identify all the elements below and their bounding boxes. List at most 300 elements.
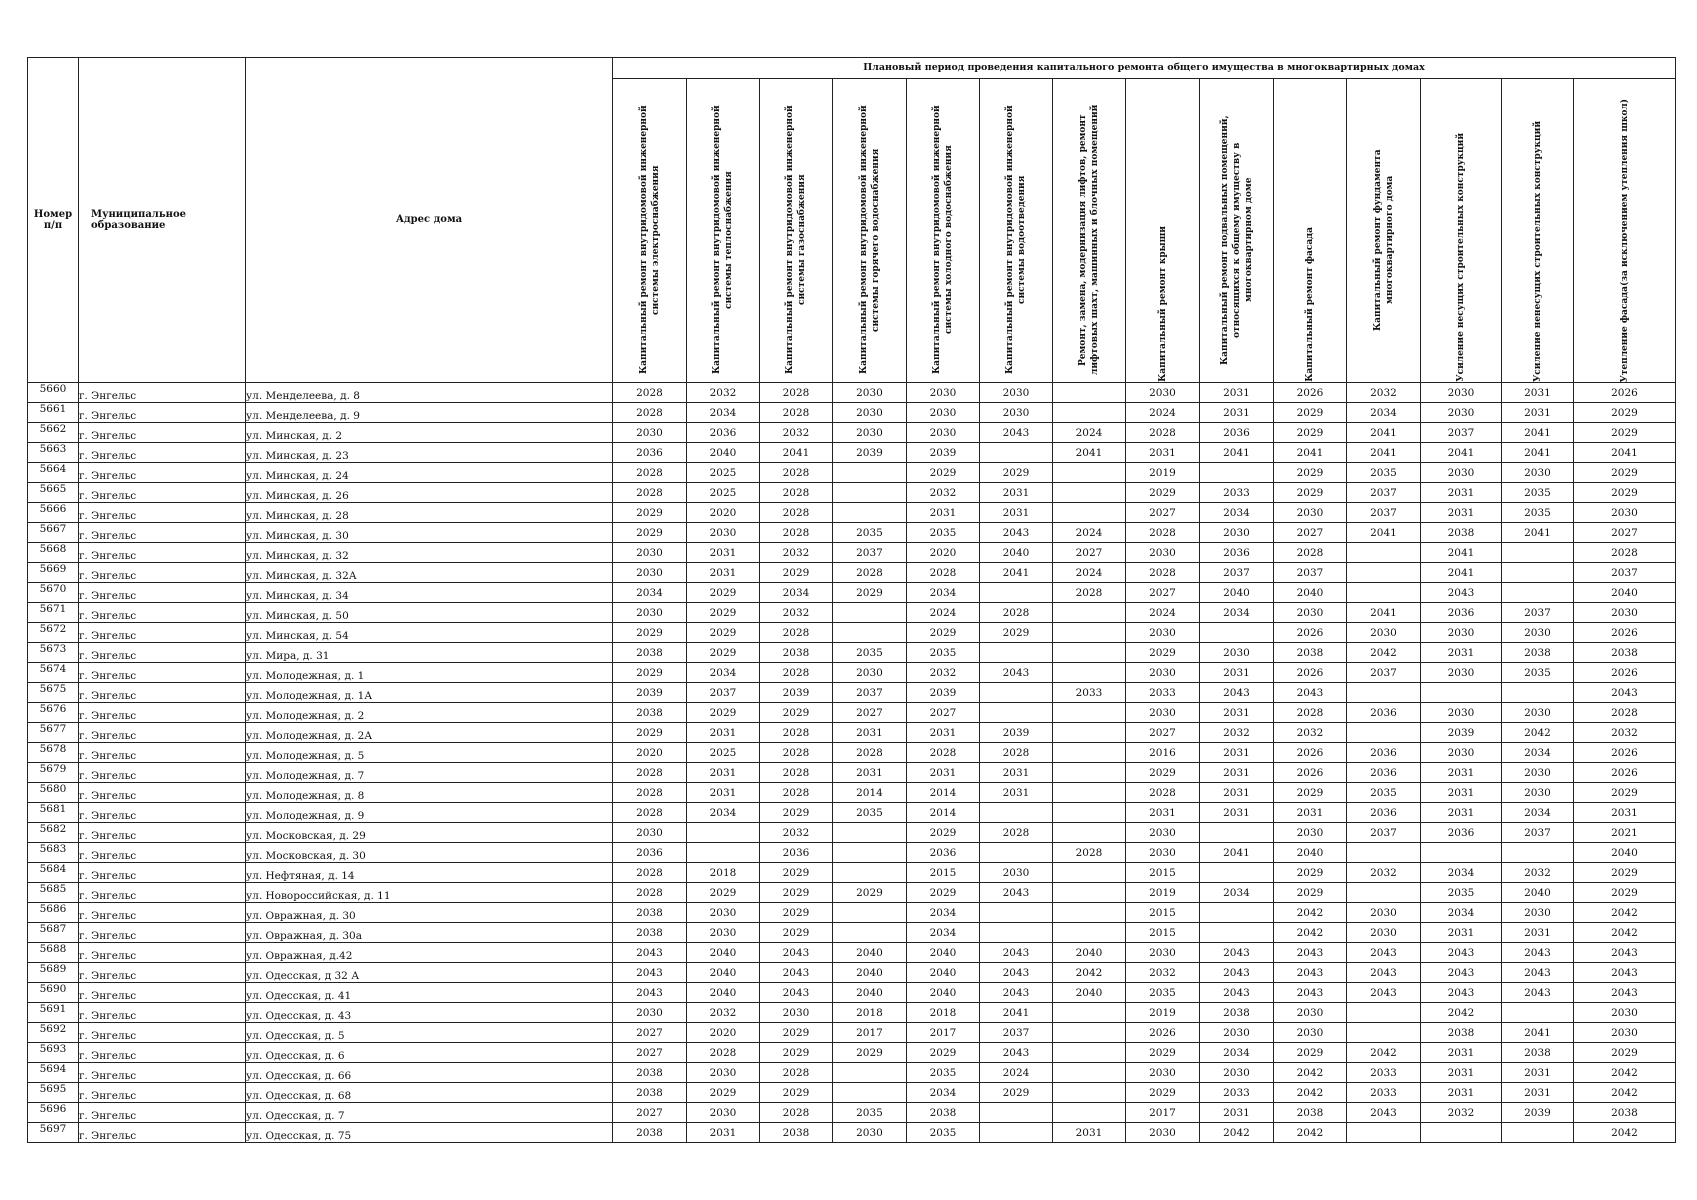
year-cell: 2037: [1347, 503, 1421, 523]
address-cell: ул. Нефтяная, д. 14: [246, 863, 613, 883]
table-row: [28, 663, 1676, 683]
year-cell: 2031: [1421, 763, 1502, 783]
row-number-cell: 5680: [28, 783, 79, 803]
municipality-cell: г. Энгельс: [79, 883, 246, 903]
year-cell: 2031: [980, 503, 1053, 523]
year-cell: 2032: [687, 1003, 760, 1023]
year-cell: 2028: [760, 663, 833, 683]
year-cell: 2014: [833, 783, 907, 803]
year-cell: 2035: [833, 643, 907, 663]
year-cell: 2030: [760, 1003, 833, 1023]
year-cell: 2032: [1126, 963, 1200, 983]
year-cell: 2042: [1574, 903, 1676, 923]
year-cell: 2043: [1421, 963, 1502, 983]
year-cell: 2039: [833, 443, 907, 463]
year-cell: 2030: [1126, 623, 1200, 643]
year-cell: 2030: [1274, 503, 1347, 523]
year-cell: 2029: [1126, 1083, 1200, 1103]
municipality-cell: г. Энгельс: [79, 383, 246, 403]
year-cell: 2037: [833, 683, 907, 703]
row-number-cell: 5676: [28, 703, 79, 723]
year-cell: 2038: [1200, 1003, 1274, 1023]
year-cell: 2028: [613, 783, 687, 803]
year-cell: [980, 703, 1053, 723]
year-cell: [1053, 643, 1126, 663]
row-number-cell: 5664: [28, 463, 79, 483]
year-cell: 2041: [980, 563, 1053, 583]
year-cell: 2040: [687, 943, 760, 963]
year-cell: 2030: [687, 903, 760, 923]
year-cell: 2043: [1274, 943, 1347, 963]
year-cell: 2031: [1421, 1043, 1502, 1063]
year-cell: 2029: [1274, 403, 1347, 423]
municipality-cell: г. Энгельс: [79, 443, 246, 463]
row-number-cell: 5672: [28, 623, 79, 643]
table-row: [28, 603, 1676, 623]
table-row: [28, 763, 1676, 783]
row-number-cell: 5685: [28, 883, 79, 903]
address-cell: ул. Одесская, д. 6: [246, 1043, 613, 1063]
year-cell: 2032: [1421, 1103, 1502, 1123]
year-cell: [1502, 1003, 1574, 1023]
row-number-cell: 5660: [28, 383, 79, 403]
year-cell: 2029: [1126, 763, 1200, 783]
municipality-cell: г. Энгельс: [79, 503, 246, 523]
year-cell: 2041: [1502, 443, 1574, 463]
year-cell: 2024: [907, 603, 980, 623]
year-cell: 2042: [1574, 923, 1676, 943]
year-cell: 2030: [613, 423, 687, 443]
year-cell: [833, 1083, 907, 1103]
year-cell: 2031: [1200, 763, 1274, 783]
year-cell: 2030: [687, 1103, 760, 1123]
year-cell: [1502, 1123, 1574, 1143]
year-cell: 2031: [1053, 1123, 1126, 1143]
year-cell: 2035: [1502, 483, 1574, 503]
year-cell: [1053, 903, 1126, 923]
year-cell: 2028: [613, 803, 687, 823]
year-cell: [833, 903, 907, 923]
year-cell: 2038: [613, 643, 687, 663]
address-cell: ул. Мира, д. 31: [246, 643, 613, 663]
year-cell: 2028: [907, 743, 980, 763]
year-cell: 2031: [1200, 803, 1274, 823]
municipality-cell: г. Энгельс: [79, 743, 246, 763]
address-cell: ул. Одесская, д. 75: [246, 1123, 613, 1143]
address-cell: ул. Минская, д. 34: [246, 583, 613, 603]
year-cell: 2031: [1421, 803, 1502, 823]
year-cell: 2035: [833, 803, 907, 823]
year-cell: 2030: [1421, 403, 1502, 423]
header-work-label: Капитальный ремонт внутридомовой инженерной системы электроснабжения: [638, 105, 661, 375]
table-row: [28, 683, 1676, 703]
year-cell: 2028: [980, 743, 1053, 763]
year-cell: 2024: [1126, 403, 1200, 423]
year-cell: 2029: [687, 1083, 760, 1103]
year-cell: 2029: [1574, 1043, 1676, 1063]
year-cell: [980, 843, 1053, 863]
year-cell: 2031: [1126, 443, 1200, 463]
year-cell: 2030: [833, 663, 907, 683]
year-cell: 2031: [1200, 383, 1274, 403]
year-cell: 2040: [833, 963, 907, 983]
year-cell: 2041: [1502, 523, 1574, 543]
year-cell: 2030: [613, 603, 687, 623]
year-cell: 2030: [1126, 843, 1200, 863]
address-cell: ул. Одесская, д 32 А: [246, 963, 613, 983]
year-cell: 2035: [907, 523, 980, 543]
year-cell: 2038: [760, 643, 833, 663]
year-cell: 2039: [613, 683, 687, 703]
year-cell: 2034: [1347, 403, 1421, 423]
year-cell: 2040: [1053, 943, 1126, 963]
municipality-cell: г. Энгельс: [79, 703, 246, 723]
year-cell: 2037: [980, 1023, 1053, 1043]
header-work-14: [1574, 79, 1676, 383]
year-cell: 2034: [687, 403, 760, 423]
header-work-label: Усиление ненесущих строительных конструкций: [1532, 120, 1543, 382]
year-cell: 2043: [980, 1043, 1053, 1063]
year-cell: 2038: [613, 1123, 687, 1143]
municipality-cell: г. Энгельс: [79, 683, 246, 703]
table-row: [28, 963, 1676, 983]
row-number-cell: 5692: [28, 1023, 79, 1043]
year-cell: 2035: [907, 1063, 980, 1083]
year-cell: 2032: [1502, 863, 1574, 883]
municipality-cell: г. Энгельс: [79, 523, 246, 543]
year-cell: 2027: [833, 703, 907, 723]
year-cell: 2028: [1574, 703, 1676, 723]
year-cell: 2037: [1274, 563, 1347, 583]
year-cell: 2028: [760, 383, 833, 403]
year-cell: 2029: [1274, 783, 1347, 803]
year-cell: 2031: [687, 1123, 760, 1143]
year-cell: 2030: [1502, 783, 1574, 803]
year-cell: [1053, 863, 1126, 883]
year-cell: [1053, 503, 1126, 523]
year-cell: 2031: [1200, 663, 1274, 683]
year-cell: 2036: [613, 443, 687, 463]
table-row: [28, 843, 1676, 863]
table-row: [28, 403, 1676, 423]
year-cell: [980, 1123, 1053, 1143]
year-cell: 2019: [1126, 883, 1200, 903]
year-cell: 2043: [1574, 683, 1676, 703]
year-cell: 2041: [1421, 543, 1502, 563]
year-cell: 2024: [1053, 423, 1126, 443]
municipality-cell: г. Энгельс: [79, 583, 246, 603]
year-cell: 2015: [907, 863, 980, 883]
year-cell: 2030: [907, 383, 980, 403]
row-number-cell: 5690: [28, 983, 79, 1003]
year-cell: 2043: [980, 883, 1053, 903]
year-cell: 2041: [1200, 843, 1274, 863]
address-cell: ул. Овражная, д. 30: [246, 903, 613, 923]
year-cell: 2041: [1347, 603, 1421, 623]
year-cell: 2029: [687, 583, 760, 603]
year-cell: 2025: [687, 463, 760, 483]
table-row: [28, 1043, 1676, 1063]
table-row: [28, 583, 1676, 603]
year-cell: 2040: [687, 963, 760, 983]
year-cell: 2041: [1347, 523, 1421, 543]
year-cell: [1053, 1043, 1126, 1063]
row-number-cell: 5684: [28, 863, 79, 883]
year-cell: 2037: [1574, 563, 1676, 583]
year-cell: 2028: [760, 763, 833, 783]
year-cell: 2030: [833, 383, 907, 403]
year-cell: 2032: [1574, 723, 1676, 743]
year-cell: 2032: [760, 543, 833, 563]
year-cell: [1200, 923, 1274, 943]
address-cell: ул. Одесская, д. 41: [246, 983, 613, 1003]
year-cell: 2031: [1502, 923, 1574, 943]
year-cell: 2043: [980, 963, 1053, 983]
table-row: [28, 463, 1676, 483]
row-number-cell: 5677: [28, 723, 79, 743]
year-cell: [1347, 683, 1421, 703]
year-cell: 2026: [1274, 663, 1347, 683]
year-cell: 2029: [1126, 1043, 1200, 1063]
table-row: [28, 483, 1676, 503]
year-cell: 2031: [687, 563, 760, 583]
table-row: [28, 883, 1676, 903]
header-work-13: [1502, 79, 1574, 383]
year-cell: 2031: [1421, 1083, 1502, 1103]
year-cell: 2028: [760, 1063, 833, 1083]
year-cell: [1200, 903, 1274, 923]
municipality-cell: г. Энгельс: [79, 963, 246, 983]
year-cell: 2043: [1347, 963, 1421, 983]
row-number-cell: 5682: [28, 823, 79, 843]
year-cell: 2038: [613, 903, 687, 923]
header-work-8: [1126, 79, 1200, 383]
table-row: [28, 383, 1676, 403]
year-cell: 2029: [980, 463, 1053, 483]
year-cell: 2043: [1574, 943, 1676, 963]
row-number-cell: 5697: [28, 1123, 79, 1143]
year-cell: 2043: [980, 523, 1053, 543]
row-number-cell: 5689: [28, 963, 79, 983]
year-cell: [1347, 723, 1421, 743]
row-number-cell: 5675: [28, 683, 79, 703]
year-cell: 2040: [687, 983, 760, 1003]
year-cell: 2028: [1053, 843, 1126, 863]
year-cell: 2015: [1126, 903, 1200, 923]
year-cell: 2039: [760, 683, 833, 703]
year-cell: 2029: [1274, 1043, 1347, 1063]
row-number-cell: 5693: [28, 1043, 79, 1063]
address-cell: ул. Одесская, д. 5: [246, 1023, 613, 1043]
year-cell: 2036: [1200, 423, 1274, 443]
year-cell: 2019: [1126, 463, 1200, 483]
municipality-cell: г. Энгельс: [79, 603, 246, 623]
year-cell: 2027: [1126, 583, 1200, 603]
year-cell: 2030: [1502, 763, 1574, 783]
year-cell: 2038: [1421, 523, 1502, 543]
year-cell: 2030: [1126, 1063, 1200, 1083]
table-row: [28, 1023, 1676, 1043]
header-work-1: [613, 79, 687, 383]
year-cell: 2032: [1274, 723, 1347, 743]
year-cell: 2030: [1274, 603, 1347, 623]
year-cell: 2028: [613, 863, 687, 883]
year-cell: [687, 843, 760, 863]
year-cell: 2031: [980, 783, 1053, 803]
year-cell: 2032: [1347, 863, 1421, 883]
year-cell: 2016: [1126, 743, 1200, 763]
year-cell: [1347, 1023, 1421, 1043]
address-cell: ул. Минская, д. 28: [246, 503, 613, 523]
year-cell: 2034: [907, 903, 980, 923]
year-cell: 2040: [907, 943, 980, 963]
year-cell: 2033: [1053, 683, 1126, 703]
municipality-cell: г. Энгельс: [79, 623, 246, 643]
municipality-cell: г. Энгельс: [79, 943, 246, 963]
year-cell: [1200, 823, 1274, 843]
year-cell: 2027: [613, 1103, 687, 1123]
year-cell: 2040: [1574, 843, 1676, 863]
year-cell: 2039: [907, 443, 980, 463]
header-work-label: Усиление несущих строительных конструкций: [1456, 133, 1466, 382]
year-cell: [1347, 563, 1421, 583]
year-cell: 2034: [1421, 863, 1502, 883]
header-work-label: Капитальный ремонт внутридомовой инженерной системы газоснабжения: [785, 105, 807, 375]
table-row: [28, 1003, 1676, 1023]
year-cell: [687, 823, 760, 843]
year-cell: 2032: [760, 423, 833, 443]
year-cell: 2032: [1200, 723, 1274, 743]
year-cell: 2039: [980, 723, 1053, 743]
year-cell: 2029: [760, 803, 833, 823]
year-cell: [833, 603, 907, 623]
year-cell: 2028: [760, 403, 833, 423]
year-cell: 2036: [1200, 543, 1274, 563]
year-cell: 2026: [1274, 763, 1347, 783]
year-cell: 2030: [1574, 1023, 1676, 1043]
year-cell: 2028: [833, 743, 907, 763]
address-cell: ул. Молодежная, д. 2: [246, 703, 613, 723]
year-cell: 2038: [613, 923, 687, 943]
year-cell: 2042: [1502, 723, 1574, 743]
year-cell: [833, 863, 907, 883]
row-number-cell: 5688: [28, 943, 79, 963]
year-cell: [1053, 743, 1126, 763]
year-cell: 2030: [1200, 643, 1274, 663]
municipality-cell: г. Энгельс: [79, 563, 246, 583]
row-number-cell: 5670: [28, 583, 79, 603]
year-cell: 2040: [907, 963, 980, 983]
year-cell: 2043: [1574, 963, 1676, 983]
year-cell: [1053, 703, 1126, 723]
year-cell: 2030: [833, 1123, 907, 1143]
table-row: [28, 863, 1676, 883]
municipality-cell: г. Энгельс: [79, 543, 246, 563]
year-cell: 2042: [1274, 1123, 1347, 1143]
year-cell: 2035: [1421, 883, 1502, 903]
year-cell: 2030: [1126, 543, 1200, 563]
year-cell: [833, 843, 907, 863]
municipality-cell: г. Энгельс: [79, 923, 246, 943]
year-cell: 2039: [1421, 723, 1502, 743]
table-row: [28, 1103, 1676, 1123]
year-cell: [1347, 883, 1421, 903]
year-cell: 2042: [1274, 923, 1347, 943]
year-cell: 2027: [1126, 723, 1200, 743]
year-cell: 2029: [687, 883, 760, 903]
year-cell: 2041: [1274, 443, 1347, 463]
header-work-5: [907, 79, 980, 383]
address-cell: ул. Овражная, д. 30а: [246, 923, 613, 943]
table-row: [28, 823, 1676, 843]
year-cell: 2029: [1126, 643, 1200, 663]
year-cell: 2043: [1502, 963, 1574, 983]
year-cell: [1421, 843, 1502, 863]
year-cell: 2029: [760, 883, 833, 903]
table-row: [28, 643, 1676, 663]
year-cell: 2030: [1347, 623, 1421, 643]
table-row: [28, 723, 1676, 743]
year-cell: 2030: [1200, 1023, 1274, 1043]
year-cell: 2041: [1421, 443, 1502, 463]
year-cell: 2037: [1347, 823, 1421, 843]
year-cell: [1053, 1103, 1126, 1123]
year-cell: 2041: [1347, 443, 1421, 463]
year-cell: 2038: [1274, 643, 1347, 663]
year-cell: 2043: [1274, 683, 1347, 703]
table-row: [28, 1083, 1676, 1103]
year-cell: 2029: [613, 623, 687, 643]
table-row: [28, 983, 1676, 1003]
year-cell: 2032: [1347, 383, 1421, 403]
year-cell: 2028: [760, 523, 833, 543]
address-cell: ул. Минская, д. 23: [246, 443, 613, 463]
year-cell: 2037: [1421, 423, 1502, 443]
year-cell: 2040: [1502, 883, 1574, 903]
year-cell: 2026: [1274, 383, 1347, 403]
year-cell: 2021: [1574, 823, 1676, 843]
year-cell: [1053, 463, 1126, 483]
year-cell: [1053, 883, 1126, 903]
year-cell: 2031: [1126, 803, 1200, 823]
year-cell: 2042: [1574, 1123, 1676, 1143]
year-cell: 2030: [1421, 463, 1502, 483]
municipality-cell: г. Энгельс: [79, 763, 246, 783]
year-cell: 2029: [907, 823, 980, 843]
year-cell: 2041: [1502, 423, 1574, 443]
year-cell: 2019: [1126, 1003, 1200, 1023]
year-cell: 2043: [1274, 983, 1347, 1003]
address-cell: ул. Молодежная, д. 7: [246, 763, 613, 783]
year-cell: [1502, 683, 1574, 703]
year-cell: 2017: [907, 1023, 980, 1043]
year-cell: 2030: [1274, 823, 1347, 843]
year-cell: 2029: [760, 1023, 833, 1043]
year-cell: 2043: [980, 983, 1053, 1003]
year-cell: 2034: [613, 583, 687, 603]
year-cell: 2029: [760, 903, 833, 923]
year-cell: 2030: [833, 423, 907, 443]
year-cell: 2028: [907, 563, 980, 583]
year-cell: 2043: [1421, 583, 1502, 603]
year-cell: 2039: [907, 683, 980, 703]
header-work-label: Капитальный ремонт фасада: [1305, 227, 1315, 382]
year-cell: 2031: [1200, 783, 1274, 803]
year-cell: 2028: [760, 743, 833, 763]
year-cell: 2037: [1502, 603, 1574, 623]
header-work-label: Капитальный ремонт внутридомовой инженерной системы водоотведения: [1005, 105, 1027, 375]
year-cell: 2042: [1421, 1003, 1502, 1023]
